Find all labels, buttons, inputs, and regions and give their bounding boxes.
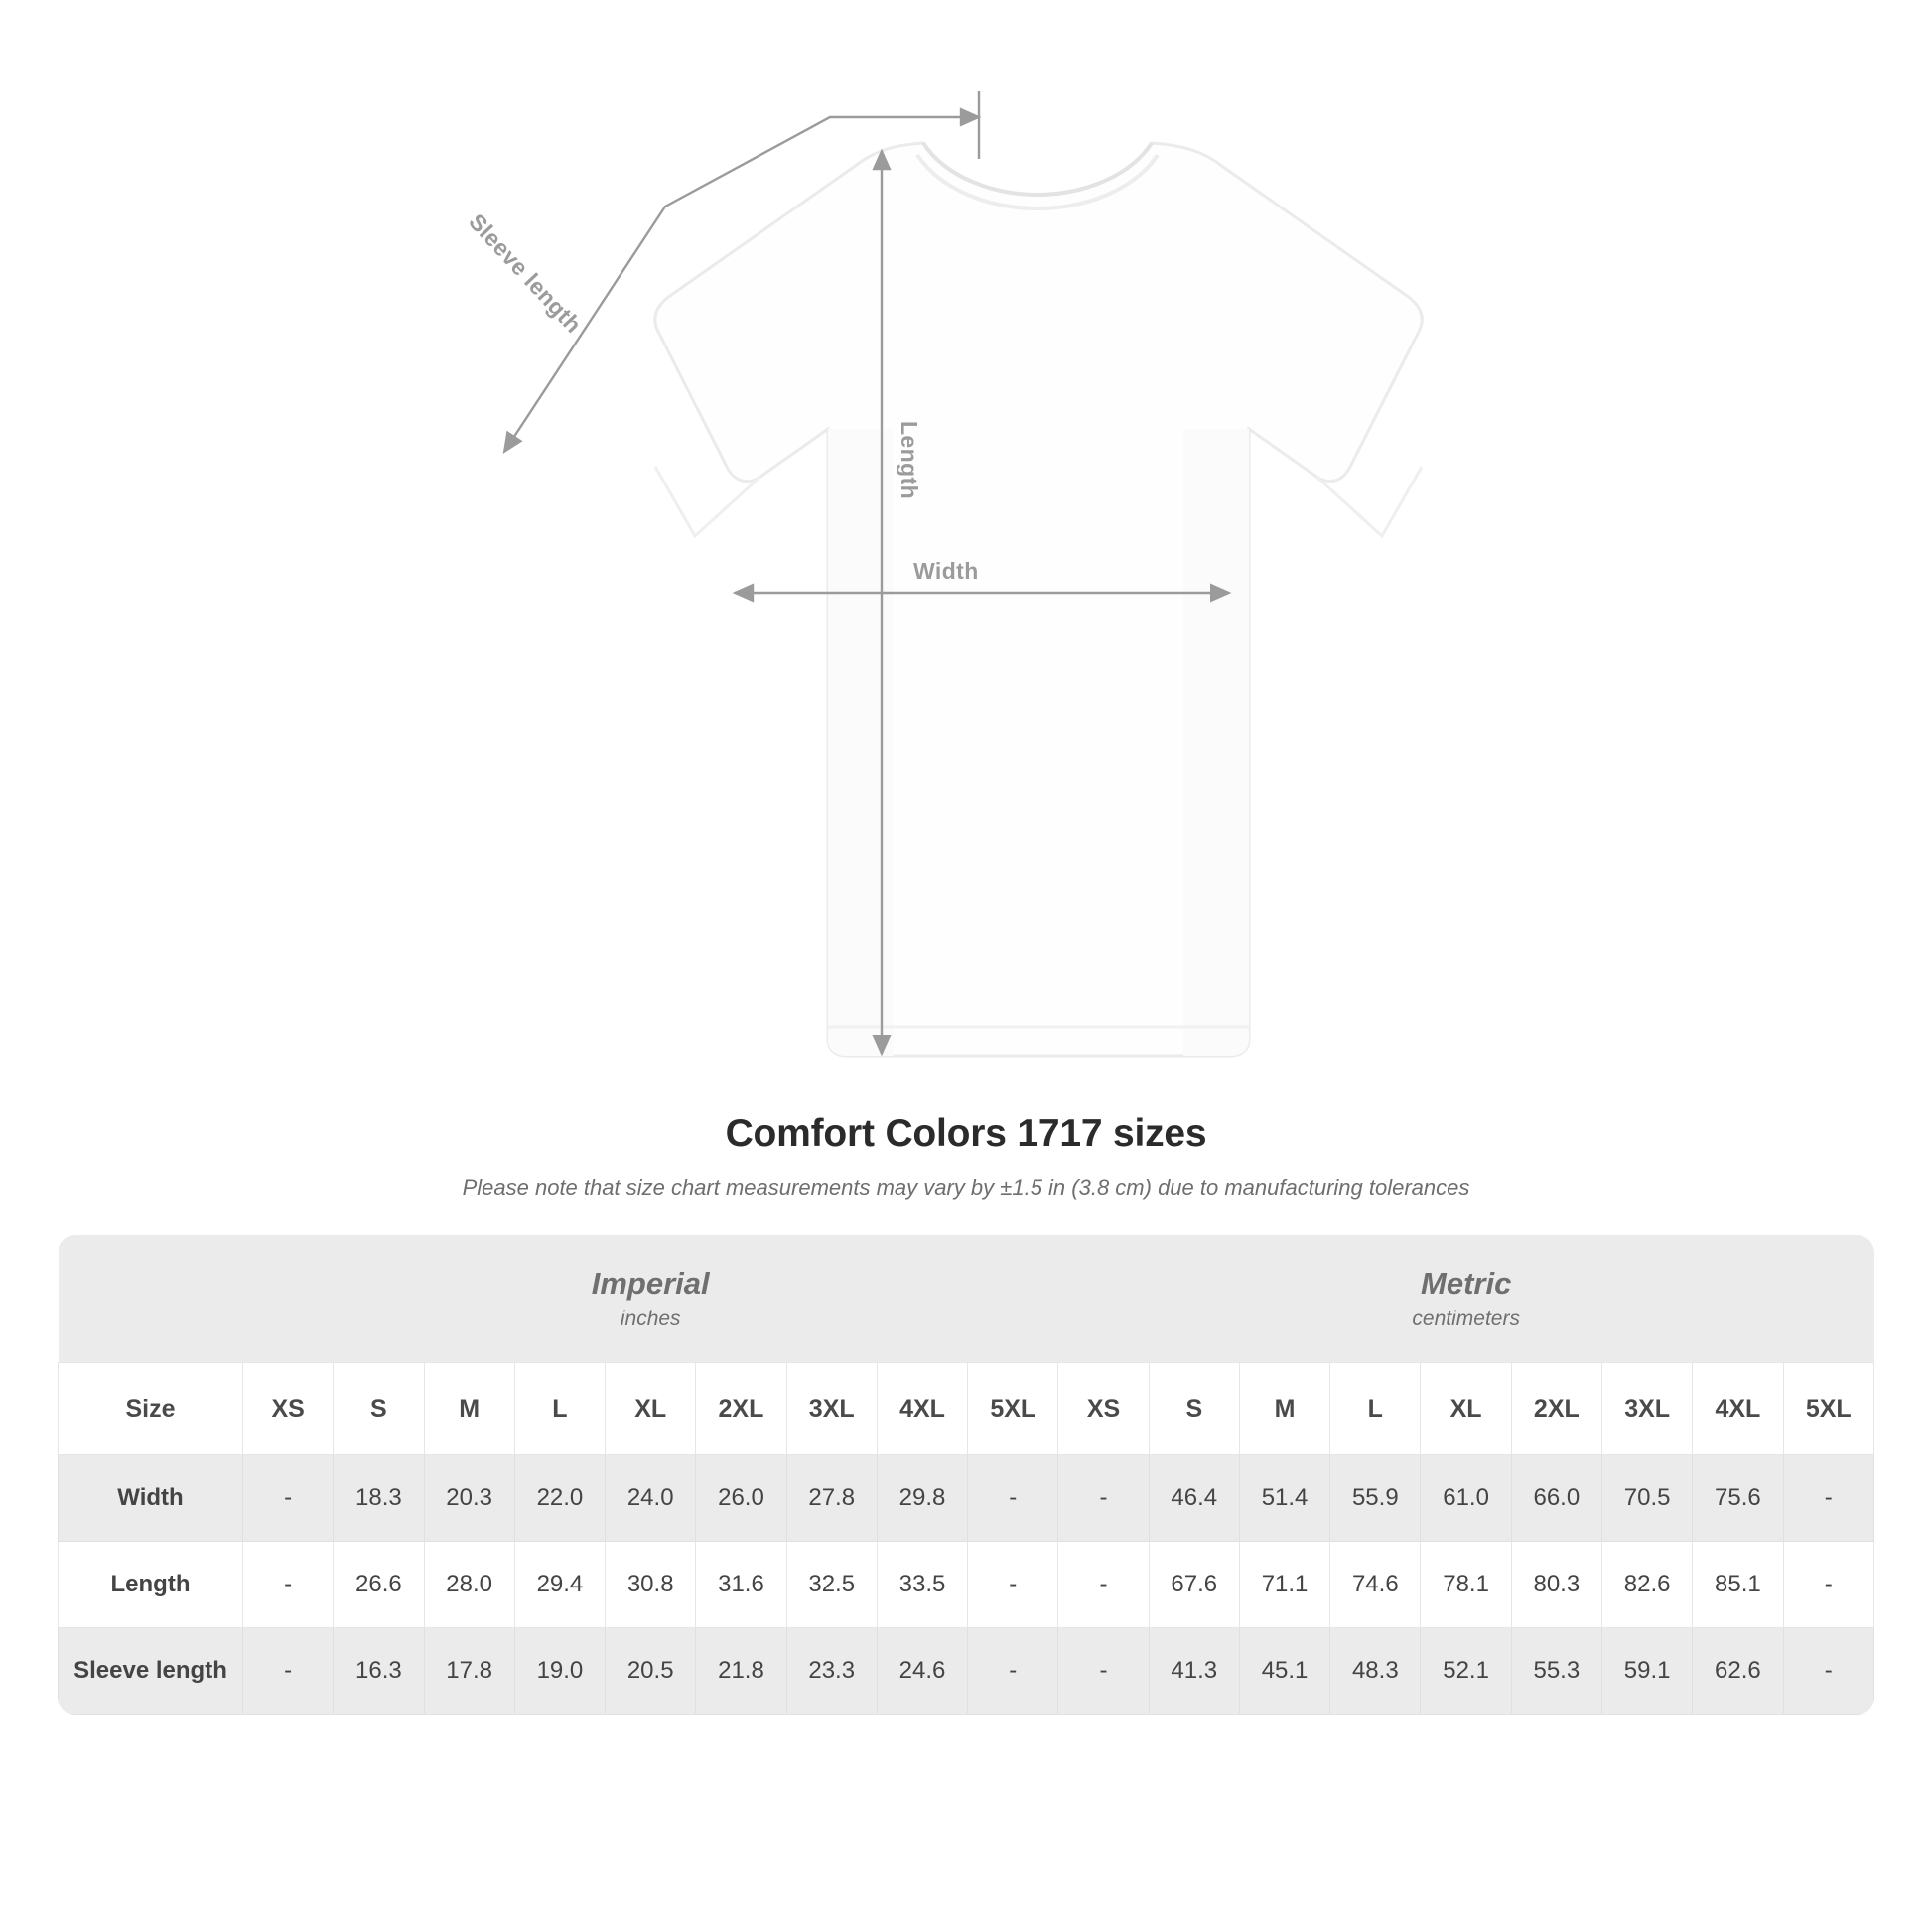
- tolerance-note: Please note that size chart measurements may vary by ±1.5 in (3.8 cm) due to manufacturing tolerances: [462, 1175, 1470, 1200]
- size-column-header: XS: [243, 1363, 334, 1455]
- unit-header-row: [59, 1235, 1874, 1363]
- measurement-cell: 24.6: [877, 1628, 967, 1715]
- measurement-cell: 66.0: [1511, 1455, 1601, 1542]
- size-column-header: L: [514, 1363, 605, 1455]
- size-column-header: S: [1149, 1363, 1239, 1455]
- table-row: [59, 1628, 1874, 1715]
- row-label: Width: [59, 1455, 243, 1542]
- row-label: Length: [59, 1542, 243, 1628]
- measurement-cell: -: [243, 1455, 334, 1542]
- measurement-cell: -: [968, 1628, 1058, 1715]
- measurement-cell: 62.6: [1693, 1628, 1783, 1715]
- measurement-cell: 55.3: [1511, 1628, 1601, 1715]
- measurement-cell: 20.3: [424, 1455, 514, 1542]
- measurement-cell: 21.8: [696, 1628, 786, 1715]
- unit-name: Metric: [1421, 1266, 1512, 1301]
- measurement-cell: 71.1: [1239, 1542, 1329, 1628]
- length-label: Length: [897, 420, 923, 500]
- measurement-cell: 55.9: [1330, 1455, 1421, 1542]
- size-column-header: 5XL: [1783, 1363, 1873, 1455]
- measurement-cell: 24.0: [606, 1455, 696, 1542]
- measurement-cell: 80.3: [1511, 1542, 1601, 1628]
- measurement-cell: 45.1: [1239, 1628, 1329, 1715]
- measurement-cell: 82.6: [1601, 1542, 1692, 1628]
- measurement-cell: 70.5: [1601, 1455, 1692, 1542]
- size-column-header: 2XL: [1511, 1363, 1601, 1455]
- measurement-cell: 33.5: [877, 1542, 967, 1628]
- measurement-cell: 17.8: [424, 1628, 514, 1715]
- measurement-cell: 29.8: [877, 1455, 967, 1542]
- unit-header-imperial: [243, 1235, 1058, 1363]
- measurement-cell: 22.0: [514, 1455, 605, 1542]
- tshirt-shape: [655, 143, 1422, 1056]
- table-row: [59, 1542, 1874, 1628]
- size-header-row: [59, 1363, 1874, 1455]
- size-column-header: 4XL: [877, 1363, 967, 1455]
- measurement-cell: 41.3: [1149, 1628, 1239, 1715]
- size-table-wrapper: [58, 1235, 1874, 1715]
- measurement-cell: 29.4: [514, 1542, 605, 1628]
- measurement-cell: 67.6: [1149, 1542, 1239, 1628]
- measurement-cell: 19.0: [514, 1628, 605, 1715]
- unit-name: Imperial: [591, 1266, 710, 1301]
- size-column-header: 3XL: [1601, 1363, 1692, 1455]
- measurement-cell: 85.1: [1693, 1542, 1783, 1628]
- measurement-cell: -: [968, 1542, 1058, 1628]
- table-corner-cell: [59, 1235, 243, 1363]
- measurement-cell: 46.4: [1149, 1455, 1239, 1542]
- measurement-cell: -: [243, 1542, 334, 1628]
- measurement-cell: -: [968, 1455, 1058, 1542]
- measurement-cell: 26.0: [696, 1455, 786, 1542]
- sleeve-length-label: Sleeve length: [464, 208, 587, 339]
- measurement-cell: 52.1: [1421, 1628, 1511, 1715]
- size-column-header: M: [1239, 1363, 1329, 1455]
- size-column-header: XL: [606, 1363, 696, 1455]
- measurement-cell: 18.3: [334, 1455, 424, 1542]
- measurement-cell: 26.6: [334, 1542, 424, 1628]
- measurement-cell: 61.0: [1421, 1455, 1511, 1542]
- measurement-cell: -: [1783, 1542, 1873, 1628]
- measurement-cell: 59.1: [1601, 1628, 1692, 1715]
- size-table: [58, 1235, 1874, 1715]
- measurement-cell: -: [1783, 1628, 1873, 1715]
- measurement-cell: 51.4: [1239, 1455, 1329, 1542]
- measurement-cell: -: [1058, 1455, 1149, 1542]
- size-column-header: XL: [1421, 1363, 1511, 1455]
- measurement-cell: 30.8: [606, 1542, 696, 1628]
- measurement-cell: 23.3: [786, 1628, 877, 1715]
- measurement-cell: 74.6: [1330, 1542, 1421, 1628]
- size-column-header: M: [424, 1363, 514, 1455]
- measurement-cell: 28.0: [424, 1542, 514, 1628]
- page-title: Comfort Colors 1717 sizes: [725, 1112, 1207, 1155]
- unit-subtitle: inches: [620, 1308, 681, 1330]
- size-column-header: 4XL: [1693, 1363, 1783, 1455]
- size-column-header: XS: [1058, 1363, 1149, 1455]
- width-label: Width: [913, 558, 979, 584]
- measurement-cell: 27.8: [786, 1455, 877, 1542]
- unit-header-metric: [1058, 1235, 1874, 1363]
- measurement-cell: 20.5: [606, 1628, 696, 1715]
- unit-subtitle: centimeters: [1412, 1308, 1520, 1330]
- size-column-header: 3XL: [786, 1363, 877, 1455]
- measurement-cell: -: [1783, 1455, 1873, 1542]
- title-block: [0, 1112, 1932, 1201]
- measurement-cell: 31.6: [696, 1542, 786, 1628]
- measurement-cell: 32.5: [786, 1542, 877, 1628]
- size-column-header: 2XL: [696, 1363, 786, 1455]
- row-label: Sleeve length: [59, 1628, 243, 1715]
- measurement-cell: 16.3: [334, 1628, 424, 1715]
- measurement-cell: 48.3: [1330, 1628, 1421, 1715]
- measurement-cell: -: [1058, 1628, 1149, 1715]
- size-column-header: S: [334, 1363, 424, 1455]
- table-row: [59, 1455, 1874, 1542]
- measurement-cell: 75.6: [1693, 1455, 1783, 1542]
- measurement-cell: 78.1: [1421, 1542, 1511, 1628]
- size-header-label: Size: [59, 1363, 243, 1455]
- size-column-header: L: [1330, 1363, 1421, 1455]
- measurement-cell: -: [243, 1628, 334, 1715]
- size-column-header: 5XL: [968, 1363, 1058, 1455]
- measurement-cell: -: [1058, 1542, 1149, 1628]
